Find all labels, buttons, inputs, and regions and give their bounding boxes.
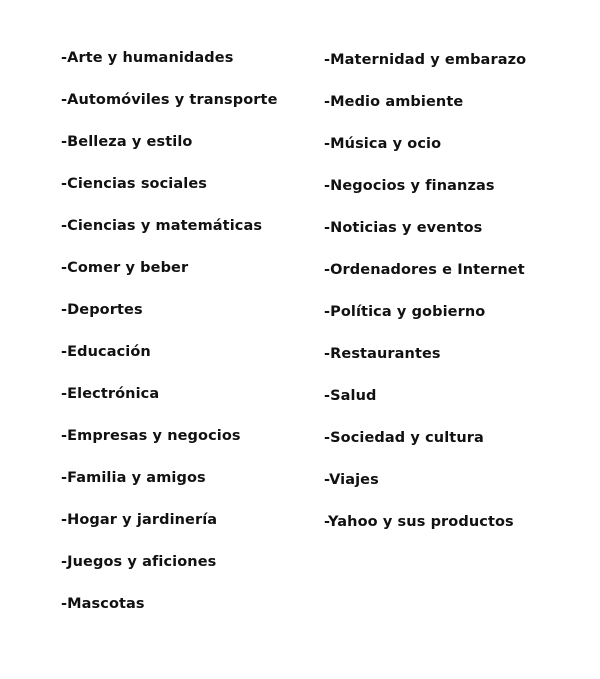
- category-item: -Automóviles y transporte: [61, 92, 278, 108]
- category-item: -Maternidad y embarazo: [324, 52, 527, 68]
- category-item: -Empresas y negocios: [61, 428, 241, 444]
- category-item: -Salud: [324, 388, 377, 404]
- category-item: -Mascotas: [61, 596, 145, 612]
- category-item: -Deportes: [61, 302, 143, 318]
- category-item: -Restaurantes: [324, 346, 441, 362]
- category-item: -Sociedad y cultura: [324, 430, 484, 446]
- category-item: -Negocios y finanzas: [324, 178, 495, 194]
- category-list-right: [324, 49, 526, 553]
- category-item: -Viajes: [324, 472, 379, 488]
- category-item: -Arte y humanidades: [61, 50, 234, 66]
- category-item: -Electrónica: [61, 386, 160, 402]
- category-item: -Hogar y jardinería: [61, 512, 218, 528]
- category-item: -Ciencias y matemáticas: [61, 218, 263, 234]
- category-list-left: [61, 47, 278, 635]
- category-item: -Belleza y estilo: [61, 134, 193, 150]
- category-item: -Yahoo y sus productos: [324, 514, 514, 530]
- category-item: -Educación: [61, 344, 151, 360]
- category-item: -Noticias y eventos: [324, 220, 483, 236]
- category-item: -Medio ambiente: [324, 94, 464, 110]
- category-item: -Juegos y aficiones: [61, 554, 217, 570]
- category-item: -Música y ocio: [324, 136, 442, 152]
- category-item: -Familia y amigos: [61, 470, 206, 486]
- category-item: -Política y gobierno: [324, 304, 486, 320]
- category-item: -Ordenadores e Internet: [324, 262, 525, 278]
- category-item: -Ciencias sociales: [61, 176, 207, 192]
- category-item: -Comer y beber: [61, 260, 189, 276]
